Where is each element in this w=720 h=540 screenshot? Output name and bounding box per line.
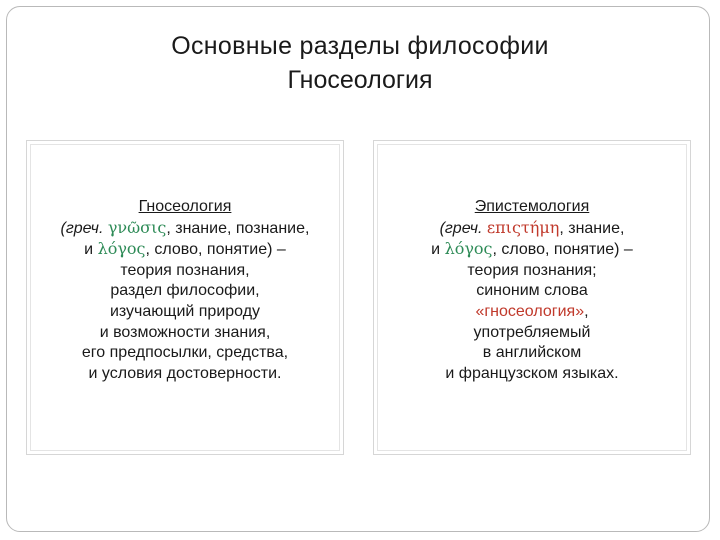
slide-title: Основные разделы философии [171,32,549,60]
epistemology-etym-2-rest: , слово, понятие) – [492,241,633,259]
greek-word-logos: λόγος [444,239,493,259]
gnoseology-line: и условия достоверности. [88,364,282,382]
greek-abbrev: (греч. [439,219,483,237]
epistemology-line: синоним слова [476,282,588,300]
epistemology-heading: Эпистемология [474,198,590,215]
gnoseology-etym-1-rest: , знание, познание, [166,219,310,237]
gnoseology-box [26,140,344,455]
epistemology-etym-2-prefix: и [431,241,441,259]
gnoseology-line: изучающий природу [109,302,261,320]
epistemology-line: и французском языках. [445,364,619,382]
gnoseology-text [27,197,343,384]
epistemology-line: употребляемый [473,323,591,341]
gnoseology-etym-2-prefix: и [84,241,94,259]
epistemology-highlight-line [374,302,690,323]
gnoseology-heading: Гносеология [138,198,232,215]
epistemology-text [374,197,690,384]
gnoseology-line: и возможности знания, [99,323,271,341]
epistemology-etym-1-rest: , знание, [559,219,625,237]
greek-word-logos: λόγος [97,239,146,259]
greek-abbrev: (греч. [60,219,104,237]
greek-word-episteme: επιςτήμη [486,217,560,237]
epistemology-etymology-line-1 [374,218,690,240]
gnoseology-line: его предпосылки, средства, [81,344,289,362]
slide-subtitle: Гносеология [287,66,433,94]
epistemology-box [373,140,691,455]
gnoseology-etymology-line-1 [27,218,343,240]
epistemology-etymology-line-2 [374,239,690,261]
epistemology-line: теория познания; [467,261,597,279]
gnoseology-line: теория познания, [120,261,250,279]
gnoseology-etymology-line-2 [27,239,343,261]
greek-word-gnosis: γνῶσις [107,217,167,237]
highlight-comma: , [584,302,589,320]
gnoseology-etym-2-rest: , слово, понятие) – [145,241,286,259]
epistemology-line: в английском [482,344,582,362]
gnoseology-term-highlight: «гносеология» [475,302,585,320]
gnoseology-line: раздел философии, [110,282,260,300]
